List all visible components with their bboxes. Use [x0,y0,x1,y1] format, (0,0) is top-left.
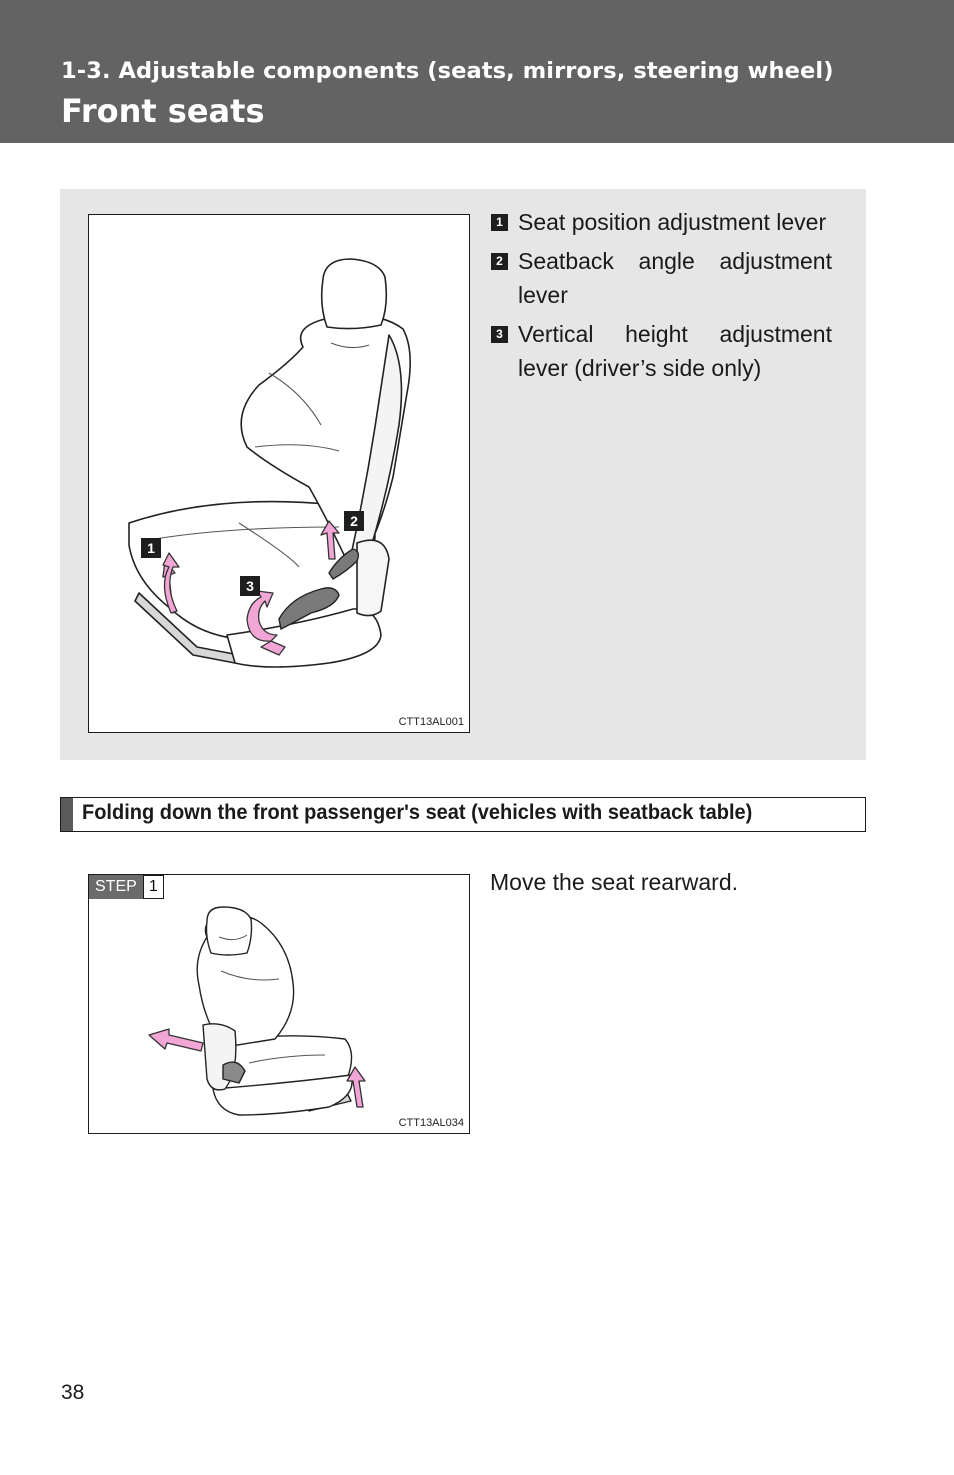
section-label: 1-3. Adjustable components (seats, mirrors, steering wheel) [61,58,834,84]
page-header [0,0,954,143]
step-1-seat-drawing [89,875,469,1133]
number-badge: 2 [491,253,508,270]
legend-text: Vertical height adjustment lever (driver’s side only) [518,321,832,381]
number-badge: 1 [491,214,508,231]
seat-controls-legend [490,205,832,390]
page-title: Front seats [61,92,265,130]
page-number: 38 [61,1381,85,1404]
seat-adjustment-illustration [88,214,470,733]
subsection-title: Folding down the front passenger's seat (vehicles with seatback table) [82,800,753,824]
callout-2: 2 [350,513,358,529]
figure-code: CTT13AL034 [398,1117,464,1129]
subsection-heading [60,797,866,832]
step-1-illustration [88,874,470,1134]
callout-3: 3 [246,578,254,594]
number-badge: 3 [491,326,508,343]
legend-item [490,244,832,312]
legend-item [490,205,832,239]
legend-text: Seatback angle adjustment lever [518,248,832,308]
step-tag [89,875,164,899]
step-instruction: Move the seat rearward. [490,869,739,895]
heading-bar [61,798,73,831]
step-number: 1 [143,875,164,899]
legend-item [490,317,832,385]
step-label: STEP [89,875,143,899]
legend-text: Seat position adjustment lever [518,209,827,235]
callout-1: 1 [147,540,155,556]
seat-drawing [89,215,469,732]
figure-code: CTT13AL001 [398,716,464,728]
